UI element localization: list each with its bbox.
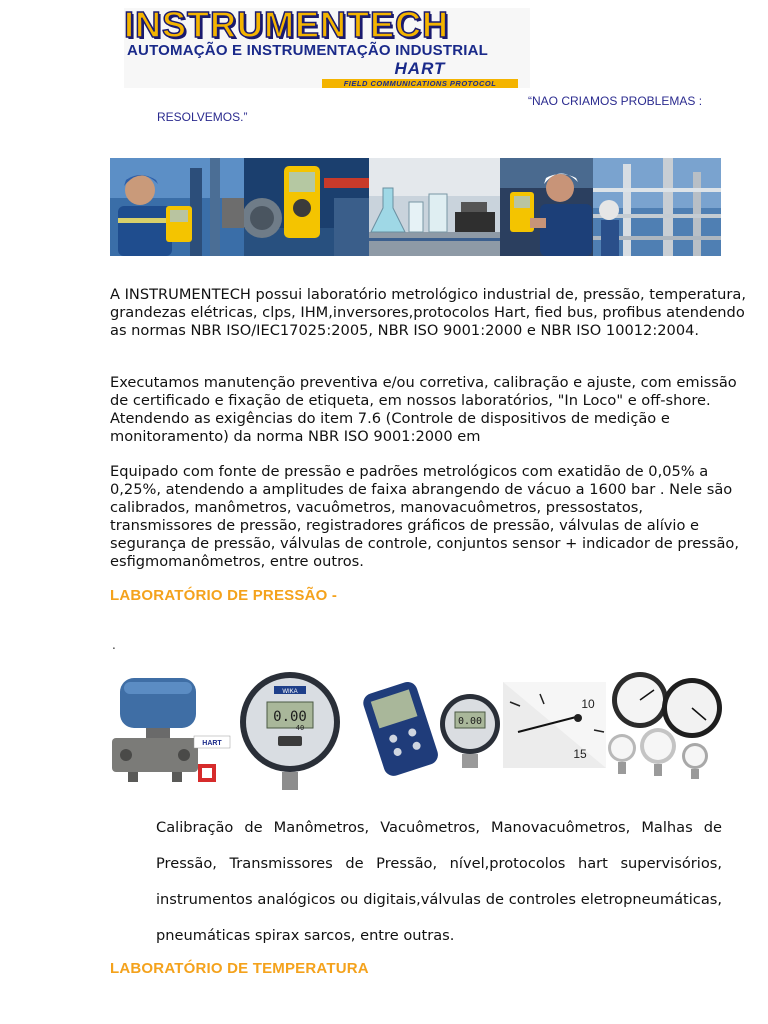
photo-multimeter-on-piping (244, 158, 369, 256)
photo-technician-with-tester (500, 158, 593, 256)
instrument-photo-strip (110, 672, 725, 792)
photo-laboratory-glassware (369, 158, 500, 256)
slogan-line-1: “NAO CRIAMOS PROBLEMAS : (528, 94, 703, 108)
digital-gauge-image (240, 672, 340, 790)
svg-text:WIKA: WIKA (282, 689, 298, 695)
separator-dot: . (112, 638, 116, 652)
analog-dial-closeup-image (503, 682, 606, 768)
hart-logo-tagline: FIELD COMMUNICATIONS PROTOCOL (322, 79, 518, 88)
svg-text:0.00: 0.00 (457, 716, 483, 727)
svg-text:40: 40 (295, 724, 305, 732)
hart-sticker-image (194, 736, 230, 782)
logo-brand-text: INSTRUMENTECH (124, 4, 449, 45)
photo-technician-with-calibrator (110, 158, 244, 256)
slogan-line-2: RESOLVEMOS.” (157, 110, 248, 124)
hart-logo-text: HART (394, 59, 446, 78)
svg-text:HART: HART (202, 740, 222, 747)
company-logo (124, 4, 530, 88)
analog-gauges-cluster-image (608, 672, 722, 779)
photo-industrial-plant (593, 158, 721, 256)
pressure-transmitter-image (112, 678, 198, 782)
intro-paragraph: A INSTRUMENTECH possui laboratório metrológico industrial de, pressão, temperatura, grandezas elétricas, clps, IHM,inversores,protocolos Hart, fied bus, profibus atendendo as normas NBR ISO/IEC17025:2005, NBR ISO 9001:2000 e NBR ISO 10012:2004. (110, 286, 746, 339)
maintenance-paragraph: Executamos manutenção preventiva e/ou corretiva, calibração e ajuste, com emissão de certificado e fixação de etiqueta, em nossos laboratórios, "In Loco" e off-shore. Atendendo as exigências do item 7.6 (Controle de dispositivos de medição e monitoramento) da norma NBR ISO 9001:2000 em (110, 374, 737, 445)
svg-text:15: 15 (573, 747, 587, 761)
logo-subtitle: AUTOMAÇÃO E INSTRUMENTAÇÃO INDUSTRIAL (127, 42, 488, 59)
svg-text:10: 10 (581, 697, 595, 711)
calibration-services-paragraph: Calibração de Manômetros, Vacuômetros, Manovacuômetros, Malhas de Pressão, Transmissores de Pressão, nível,protocolos hart supervisórios, instrumentos analógicos ou digitais,válvulas de controles eletropneumáticas, pneumáticas spirax sarcos, entre outras. (156, 819, 722, 944)
pressure-lab-paragraph: Equipado com fonte de pressão e padrões metrológicos com exatidão de 0,05% a 0,25%, atendendo a amplitudes de faixa abrangendo de vácuo a 1600 bar . Nele são calibrados, manômetros, vacuômetros, manovacuômetros, pressostatos, transmissores de pressão, registradores gráficos de pressão, válvulas de alívio e segurança de pressão, válvulas de controle, conjuntos sensor + indicador de pressão, esfigmomanômetros, entre outros. (110, 463, 739, 570)
svg-text:0.00: 0.00 (273, 709, 307, 725)
banner-photo-strip (110, 158, 721, 256)
pressure-lab-heading: LABORATÓRIO DE PRESSÃO - (110, 587, 338, 604)
temperature-lab-heading: LABORATÓRIO DE TEMPERATURA (110, 960, 369, 977)
digital-gauge-small-image (440, 694, 500, 768)
hart-logo (322, 60, 518, 94)
handheld-calibrator-image (361, 679, 441, 778)
